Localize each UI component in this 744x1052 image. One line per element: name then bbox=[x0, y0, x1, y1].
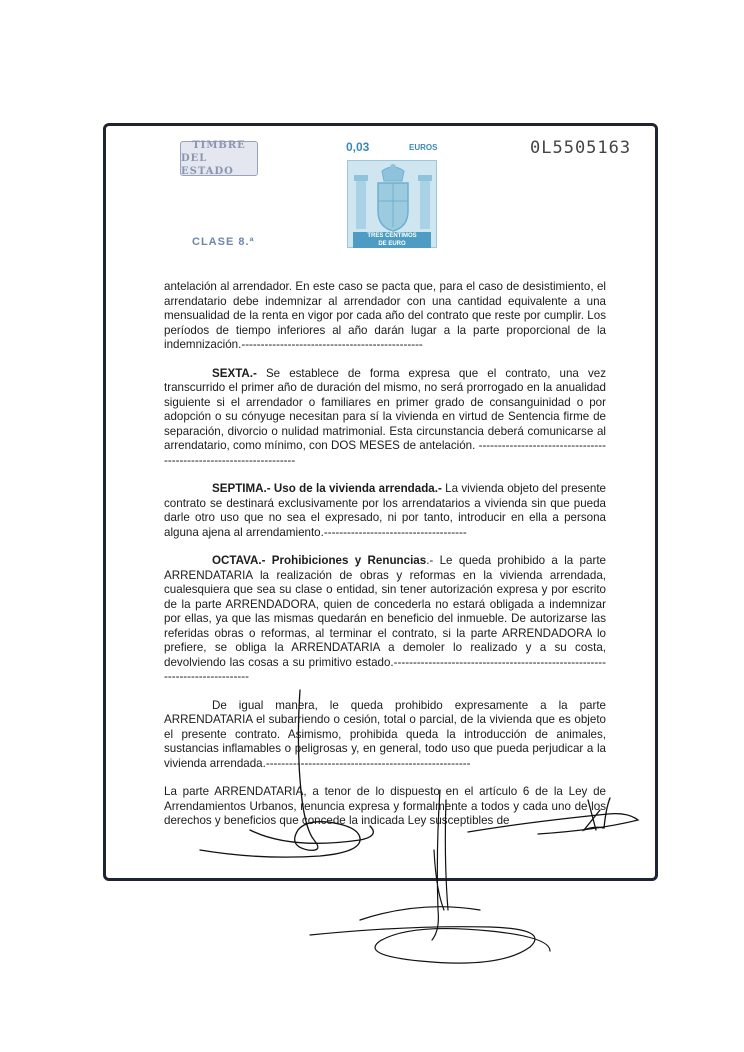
paragraph-1: antelación al arrendador. En este caso se pacta que, para el caso de desistimiento, el arrendatario debe indemnizar al arrendador con una cantidad equivalente a una mensualidad de la renta en vigor por cada año del contrato que reste por cumplir. Los períodos de tiempo inferiores al año darán lugar a la parte proporcional de la indemnización.----------------------------------------------- bbox=[164, 280, 606, 351]
clause-text-septima: La vivienda objeto del presente contrato se destinará exclusivamente por los arrendatarios a vivienda sin que pueda darle otro uso que no sea el expresado, ni por tanto, introducir en ella a persona alguna ajena al arrendamiento.------------------------------------- bbox=[164, 482, 606, 539]
paragraph-octava bbox=[164, 554, 606, 685]
clause-text-sexta: Se establece de forma expresa que el contrato, una vez transcurrido el primer año de duración del mismo, no será prorrogado en la anualidad siguiente si el arrendador o familiares en primer grado de consanguinidad o por adopción o su cónyuge necesitan para sí la vivienda en virtud de Sentencia firme de separación, divorcio o nulidad matrimonial. Esta circunstancia deberá comunicarse al arrendatario, como mínimo, con DOS MESES de antelación. ------------------------------------------------------------------- bbox=[164, 366, 606, 467]
serial-number: 0L5505163 bbox=[530, 138, 632, 158]
paragraph-septima bbox=[164, 482, 606, 540]
clase-label: CLASE 8.ª bbox=[192, 236, 255, 248]
coat-label-line-1: TRES CÉNTIMOS bbox=[367, 233, 417, 239]
coat-label bbox=[353, 232, 431, 248]
paragraph-igual-manera: De igual manera, le queda prohibido expresamente a la parte ARRENDATARIA el subarriendo o cesión, total o parcial, de la vivienda que es objeto el presente contrato. Asimismo, prohibida queda la introducción de animales, sustancias inflamables o peligrosas y, en general, todo uso que pueda perjudicar a la vivienda arrendada.----------------------------------------------------- bbox=[164, 698, 606, 770]
timbre-line-2: DEL ESTADO bbox=[181, 153, 234, 177]
stamp-value: 0,03 bbox=[346, 140, 370, 154]
timbre-del-estado-seal bbox=[180, 141, 258, 176]
clause-text-octava: .- Le queda prohibido a la parte ARRENDATARIA la realización de obras y reformas en la vivienda arrendada, cualesquiera que sea su clase o entidad, sin tener autorización expresa y por escrito de la parte ARRENDADORA, quien de concederla no estará obligada a indemnizar por ellas, ya que las mismas quedarán en beneficio del inmueble. De autorizarse las referidas obras o reformas, al terminar el contrato, si la parte ARRENDADORA lo prefiere, se obliga la ARRENDATARIA a demoler lo realizado y a su costa, devolviendo las cosas a su primitivo estado.----------------------------------------------------------------------------- bbox=[164, 554, 606, 683]
paragraph-renuncia: La parte ARRENDATARIA, a tenor de lo dispuesto en el artículo 6 de la Ley de Arrendamientos Urbanos, renuncia expresa y formalmente a todos y cada uno de los derechos y beneficios que concede la indicada Ley susceptibles de bbox=[164, 785, 606, 827]
clause-heading-sexta: SEXTA.- bbox=[212, 366, 257, 380]
contract-body bbox=[164, 280, 606, 843]
clause-heading-octava: OCTAVA.- Prohibiciones y Renuncias bbox=[212, 554, 427, 567]
paragraph-sexta bbox=[164, 367, 606, 469]
coat-label-line-2: DE EURO bbox=[378, 241, 406, 247]
clause-heading-septima: SEPTIMA.- Uso de la vivienda arrendada.- bbox=[212, 482, 442, 495]
timbre-line-1: TIMBRE bbox=[192, 140, 246, 151]
stamp-currency: EUROS bbox=[409, 143, 438, 152]
